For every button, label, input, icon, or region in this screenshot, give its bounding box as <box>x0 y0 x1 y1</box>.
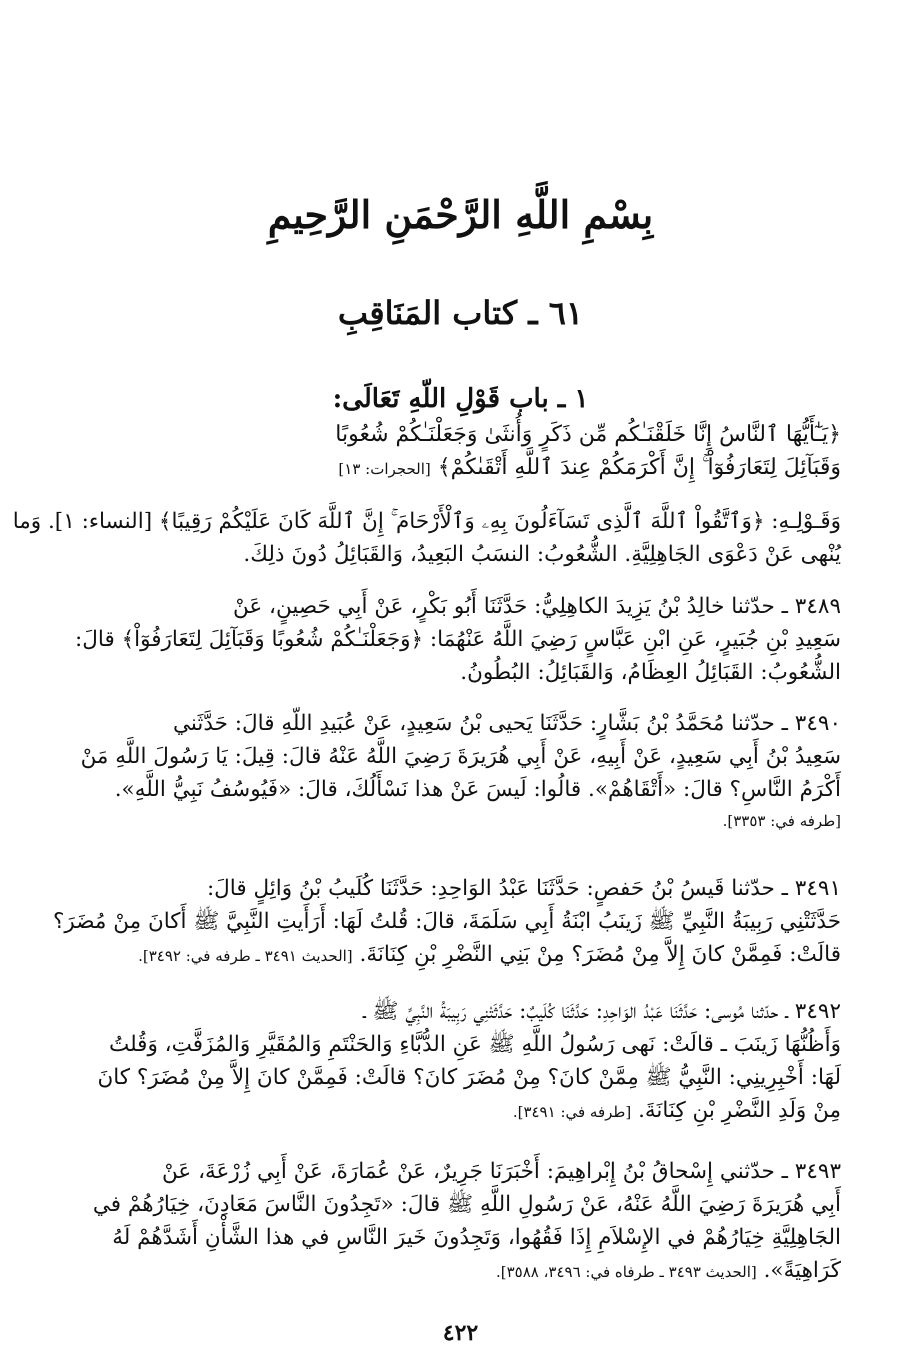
hadith-text: قالَتْ: فَمِمَّنْ كانَ إِلاَّ مِنْ مُضَرَ؟ مِنْ بَنِي النَّضْرِ بْنِ كِنَانَةَ. <box>359 942 841 967</box>
hadith-line: ٣٤٩٣ ـ حدّثني إِسْحاقُ بْنُ إِبْراهِيمَ: أَخْبَرَنَا جَرِيرٌ، عَنْ عُمَارَةَ، عَنْ أَبِي زُرْعَةَ، عَنْ <box>162 1159 841 1184</box>
hadith-reference: [طرفه في: ٣٣٥٣]. <box>722 812 841 830</box>
hadith-line: وَأَظُنُّهَا زَينَبَ ـ قالَتْ: نَهى رَسُولُ اللَّهِ ﷺ عَنِ الدُّبَّاءِ وَالحَنْتَمِ وَالمُقَيَّرِ وَالمُزَفَّتِ، وَقُلتُ <box>108 1032 841 1057</box>
hadith-line: الجَاهِلِيَّةِ خِيَارُهُمْ في الإِسْلاَمِ إِذَا فَقُهُوا، وَتَجِدُونَ خَيرَ النَّاسِ في هذا الشَّأْنِ أَشَدَّهُمْ لَهُ <box>112 1225 841 1250</box>
hadith-line: أَكْرَمُ النَّاسِ؟ قالَ: «أَتْقَاهُمْ». قالُوا: لَيسَ عَنْ هذا نَسْأَلُكَ، قالَ: «فَيُوسُفُ نَبِيُّ اللَّهِ». <box>114 777 841 802</box>
hadith-reference: [الحديث ٣٤٩١ ـ طرفه في: ٣٤٩٢]. <box>138 947 353 965</box>
hadith-line: سَعِيدُ بْنُ أَبِي سَعِيدٍ، عَنْ أَبِيهِ، عَنْ أَبِي هُرَيرَةَ رَضِيَ اللَّهُ عَنْهُ قالَ: قِيلَ: يَا رَسُولَ اللَّهِ مَنْ <box>80 744 841 769</box>
verse-line: ﴿يَـٰٓأَيُّهَا ٱلنَّاسُ إِنَّا خَلَقْنَـٰكُم مِّن ذَكَرٍ وَأُنثَىٰ وَجَعَلْنَـٰكُمْ شُعُوبًا <box>335 422 841 447</box>
hadith-line: حَدَّثَتْنِي رَبِيبَةُ النَّبِيِّ ﷺ زَينَبُ ابْنَةُ أَبِي سَلَمَةَ، قالَ: قُلتُ لَهَا: أَرَأَيتِ النَّبِيَّ ﷺ أَكانَ مِنْ مُضَرَ؟ <box>52 909 841 934</box>
verse-block <box>81 418 841 484</box>
page-number: ٤٢٢ <box>442 1320 479 1346</box>
hadith-line: أَبِي هُرَيرَةَ رَضِيَ اللَّهُ عَنْهُ، عَنْ رَسُولِ اللَّهِ ﷺ قالَ: «تَجِدُونَ النَّاسَ مَعَادِنَ، خِيَارُهُمْ في <box>92 1192 841 1217</box>
hadith-line: سَعِيدِ بْنِ جُبَيرٍ، عَنِ ابْنِ عَبَّاسٍ رَضِيَ اللَّهُ عَنْهُمَا: ﴿وَجَعَلْنَـٰكُمْ شُعُوبًا وَقَبَآئِلَ لِتَعَارَفُوٓاْ﴾ قالَ: <box>75 627 841 652</box>
hadith-3491 <box>52 872 841 971</box>
hadith-reference: [الحديث ٣٤٩٣ ـ طرفاه في: ٣٤٩٦، ٣٥٨٨]. <box>495 1263 757 1281</box>
hadith-line: ٣٤٩١ ـ حدّثنا قَيسُ بْنُ حَفصٍ: حَدَّثَنَا عَبْدُ الوَاحِدِ: حَدَّثَنَا كُلَيبُ بْنُ وَائِلٍ قالَ: <box>206 876 841 901</box>
hadith-3493 <box>81 1155 841 1287</box>
hadith-reference: [طرفه في: ٣٤٩١]. <box>512 1103 632 1121</box>
intro-paragraph <box>12 505 841 571</box>
hadith-3490 <box>81 707 841 836</box>
hadith-text: مِنْ وَلَدِ النَّضْرِ بْنِ كِنَانَةَ. <box>638 1098 841 1123</box>
hadith-line: لَهَا: أَخْبِرِينِي: النَّبِيُّ ﷺ مِمَّنْ كانَ؟ مِنْ مُضَرَ كانَ؟ قالَتْ: فَمِمَّنْ كانَ إِلاَّ مِنْ مُضَرَ؟ كانَ <box>97 1065 841 1090</box>
hadith-line: ٣٤٩٠ ـ حدّثنا مُحَمَّدُ بْنُ بَشَّارٍ: حَدَّثَنَا يَحيى بْنُ سَعِيدٍ، عَنْ عُبَيدِ اللّهِ قالَ: حَدَّثَني <box>172 711 841 736</box>
verse-line <box>81 451 841 484</box>
hadith-line: الشُّعُوبُ: القَبَائِلُ العِظَامُ، وَالقَبَائِلُ: البُطُونُ. <box>460 660 841 685</box>
chapter-title: ١ ـ باب قَوْلِ اللّهِ تَعَالَى: <box>332 384 589 414</box>
hadith-line <box>81 1094 841 1127</box>
hadith-text: كَرَاهِيَةً». <box>763 1258 841 1283</box>
basmala: بِسْمِ اللَّهِ الرَّحْمَنِ الرَّحِيمِ <box>267 192 654 237</box>
hadith-line: ٣٤٩٢ ـ حدّثنا مُوسى: حَدَّثَنَا عَبْدُ الوَاحِدِ: حَدَّثَنَا كُلَيبٌ: حَدَّثَتْنِي رَبِيبَةُ النَّبِيِّ ﷺ ـ <box>363 999 841 1024</box>
hadith-line: ٣٤٨٩ ـ حدّثنا خالِدُ بْنُ يَزِيدَ الكاهِلِيُّ: حَدَّثَنَا أَبُو بَكْرٍ، عَنْ أَبِي حَصِينٍ، عَنْ <box>233 594 841 619</box>
verse-text: وَقَبَآئِلَ لِتَعَارَفُوٓاْ ۚ إِنَّ أَكْرَمَكُمْ عِندَ ٱللَّهِ أَتْقَىٰكُمْ﴾ <box>437 455 841 480</box>
verse-reference: [الحجرات: ١٣] <box>338 460 431 478</box>
book-title: ٦١ ـ كتاب المَنَاقِبِ <box>337 294 584 332</box>
hadith-3492 <box>81 995 841 1127</box>
paragraph-line: وَقَـوْلِـهِ: ﴿وَٱتَّقُواْ ٱللَّهَ ٱلَّذِى تَسَآءَلُونَ بِهِۦ وَٱلْأَرْحَامَ ۚ إِنَّ ٱللَّهَ كَانَ عَلَيْكُمْ رَقِيبًا﴾ [النساء: ١]. وَما <box>12 509 841 534</box>
paragraph-line: يُنْهى عَنْ دَعْوَى الجَاهِلِيَّةِ. الشُّعُوبُ: النسَبُ البَعِيدُ، وَالقَبَائِلُ دُونَ ذلِكَ. <box>243 542 841 567</box>
hadith-line <box>81 938 841 971</box>
hadith-3489 <box>75 590 841 689</box>
hadith-line <box>81 1254 841 1287</box>
